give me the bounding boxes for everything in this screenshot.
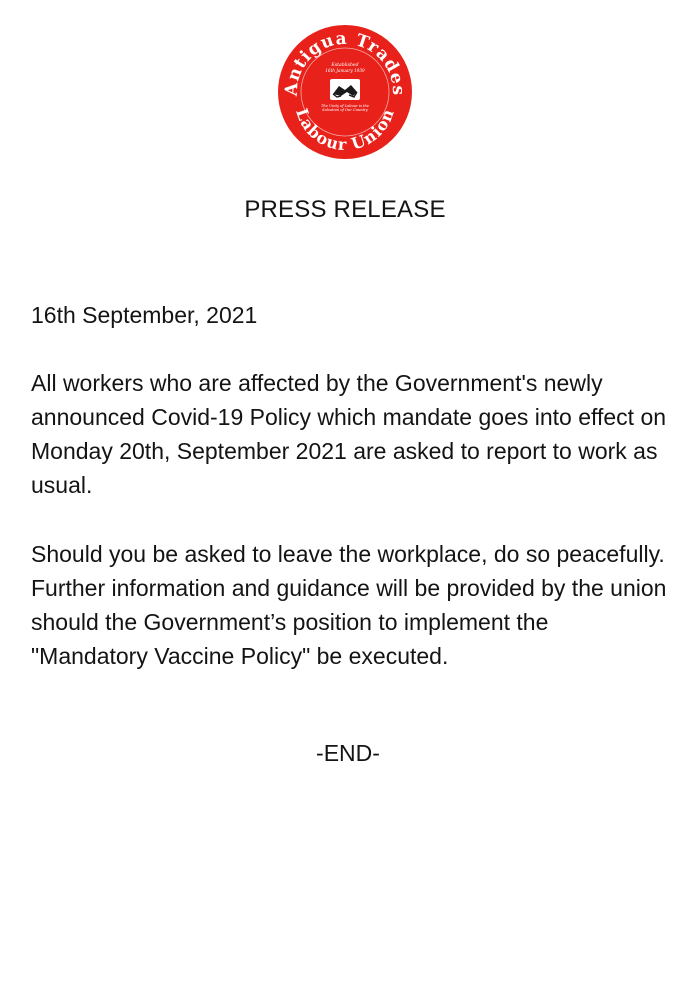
press-release-title: PRESS RELEASE	[244, 196, 446, 223]
release-date: 16th September, 2021	[31, 302, 258, 328]
union-logo	[275, 22, 415, 162]
end-marker: -END-	[316, 740, 380, 766]
body-paragraph-2: Should you be asked to leave the workplace, do so peacefully. Further information and guidance will be provided by the union should the Government’s position to implement the "Mandatory Vaccine Policy" be executed.	[31, 541, 667, 669]
logo-arc-top-text: Antigua Trades	[281, 28, 409, 97]
logo-motto: The Unity of Labour is the Salvation of Our Country	[321, 104, 369, 113]
body-paragraph-1: All workers who are affected by the Government's newly announced Covid-19 Policy which mandate goes into effect on Monday 20th, September 2021 are asked to report to work as usual.	[31, 370, 667, 498]
logo-established-date: 16th January 1939	[325, 68, 365, 73]
logo-arc-bottom-text: Labour Union	[292, 105, 398, 155]
logo-established-label: Established	[331, 63, 359, 68]
union-seal-icon	[275, 22, 415, 162]
handshake-icon	[330, 79, 360, 100]
